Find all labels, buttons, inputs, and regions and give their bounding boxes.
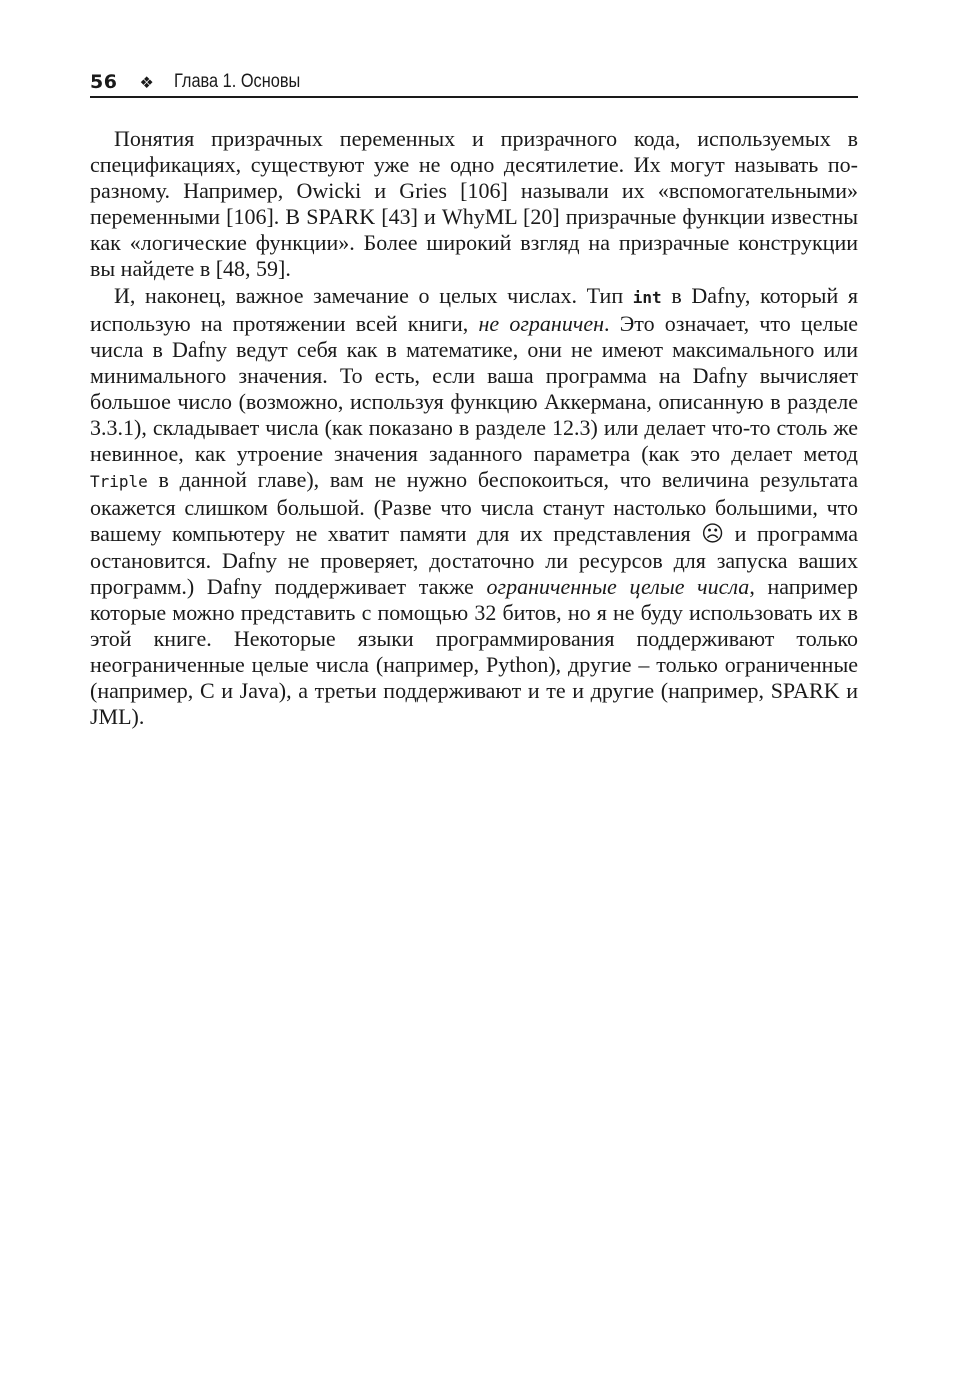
paragraph-ghost-constructs: Понятия призрачных переменных и призрачного кода, используемых в спецификациях, существуют уже не одно десятилетие. Их могут называть по-разному. Например, Owicki и Gries [106] называли их «вспомогательными» переменными [106]. В SPARK [43] и WhyML [20] призрачные функции известны как «логические функции». Более широкий взгляд на призрачные конструкции вы найдете в [48, 59]. <box>90 126 858 282</box>
paragraph-text-segment: , например которые можно представить с помощью 32 битов, но я не буду использовать их в этой книге. Некоторые языки программирования поддерживают только неограниченные целые числа (например, Python), другие – только ограниченные (например, C и Java), а третьи поддерживают и те и другие (например, SPARK и JML). <box>90 573 858 730</box>
page-number: 56 <box>90 71 118 93</box>
emphasis-unbounded: не ограничен <box>478 310 605 336</box>
emphasis-bounded-integers: ограниченные целые числа <box>486 573 750 599</box>
paragraph-text-segment: . Это означает, что целые числа в Dafny ведут себя как в математике, они не имеют максимального или минимального значения. То есть, если ваша программа на Dafny вычисляет большое число (возможно, используя функцию Аккермана, описанную в разделе 3.3.1), складывает числа (как показано в разделе 12.3) или делает что-то столь же невинное, как утроение значения заданного параметра (как это делает метод <box>90 310 858 467</box>
code-int: int <box>632 287 662 307</box>
main-text <box>90 126 858 730</box>
code-triple: Triple <box>90 472 148 492</box>
paragraph-text-segment: в данной главе), вам не нужно беспокоиться, что величина результата окажется слишком большой. (Разве что числа станут настолько большими, что вашему компьютеру не хватит памяти для их представления ☹ и программа остановится. Dafny не проверяет, достаточно ли ресурсов для запуска ваших программ.) Dafny поддерживает также <box>90 467 858 599</box>
paragraph-text-segment: в Dafny, который я использую на протяжении всей книги, <box>90 282 858 336</box>
paragraph-integers <box>90 283 858 731</box>
paragraph-text-segment: И, наконец, важное замечание о целых числах. Тип <box>114 282 633 308</box>
fleuron-separator-icon: ❖ <box>139 72 154 92</box>
chapter-title: Глава 1. Основы <box>173 71 301 92</box>
running-header <box>90 68 858 98</box>
